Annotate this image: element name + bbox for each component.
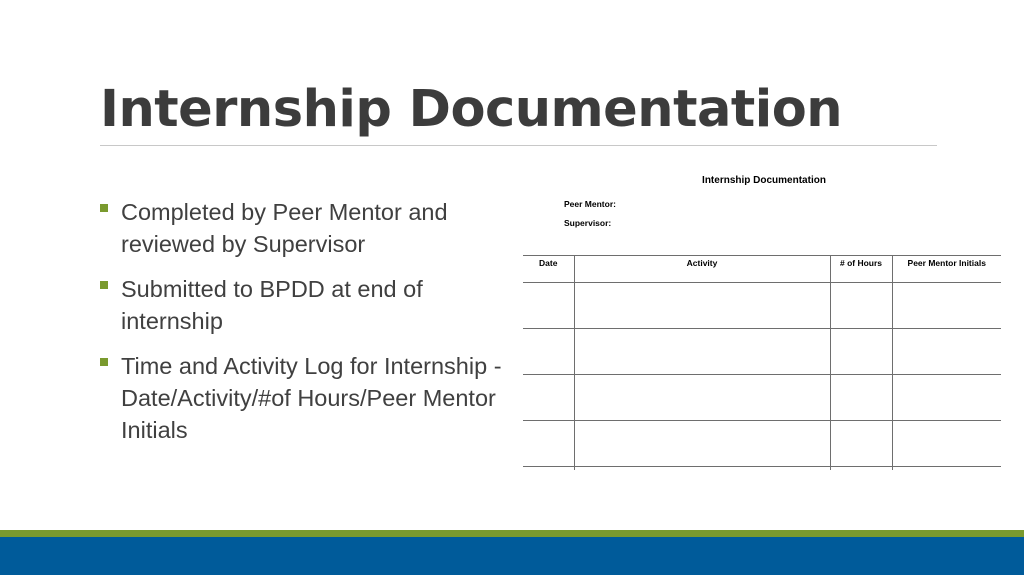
- table-row: [523, 421, 1001, 467]
- table-cell: [830, 283, 892, 329]
- table-row: [523, 283, 1001, 329]
- square-bullet-icon: [100, 281, 108, 289]
- slide-title: Internship Documentation: [100, 80, 843, 139]
- table-cell: [892, 283, 1001, 329]
- bullet-item: [100, 273, 510, 337]
- column-header-activity: Activity: [574, 256, 830, 283]
- table-cell: [830, 329, 892, 375]
- footer-bar: [0, 537, 1024, 575]
- column-header-initials: Peer Mentor Initials: [892, 256, 1001, 283]
- column-header-hours: # of Hours: [830, 256, 892, 283]
- table-cell: [574, 283, 830, 329]
- bullet-text: Completed by Peer Mentor and reviewed by Supervisor: [121, 199, 448, 257]
- footer-accent-stripe: [0, 530, 1024, 537]
- table-cell: [523, 329, 574, 375]
- table-cell: [892, 329, 1001, 375]
- title-divider: [100, 145, 937, 146]
- table-cell: [892, 421, 1001, 467]
- table-row-cutoff: [523, 467, 1001, 471]
- supervisor-label: Supervisor:: [564, 218, 612, 228]
- table-cell: [574, 421, 830, 467]
- column-header-date: Date: [523, 256, 574, 283]
- table-cell: [574, 467, 830, 471]
- bullet-list: [100, 196, 510, 459]
- table-cell: [892, 467, 1001, 471]
- table-cell: [574, 329, 830, 375]
- form-heading: Internship Documentation: [702, 175, 826, 186]
- table-cell: [830, 467, 892, 471]
- square-bullet-icon: [100, 204, 108, 212]
- table-cell: [574, 375, 830, 421]
- activity-log-table: [523, 255, 1001, 470]
- table-header-row: [523, 256, 1001, 283]
- table-cell: [830, 421, 892, 467]
- table-cell: [523, 375, 574, 421]
- bullet-item: [100, 350, 510, 446]
- bullet-text: Time and Activity Log for Internship - Date/Activity/#of Hours/Peer Mentor Initials: [121, 353, 502, 443]
- table-cell: [523, 421, 574, 467]
- table-cell: [523, 283, 574, 329]
- bullet-item: [100, 196, 510, 260]
- square-bullet-icon: [100, 358, 108, 366]
- table-cell: [830, 375, 892, 421]
- table-cell: [892, 375, 1001, 421]
- bullet-text: Submitted to BPDD at end of internship: [121, 276, 423, 334]
- table-cell: [523, 467, 574, 471]
- documentation-form-image: [523, 168, 1003, 474]
- peer-mentor-label: Peer Mentor:: [564, 199, 616, 209]
- table-row: [523, 375, 1001, 421]
- table-row: [523, 329, 1001, 375]
